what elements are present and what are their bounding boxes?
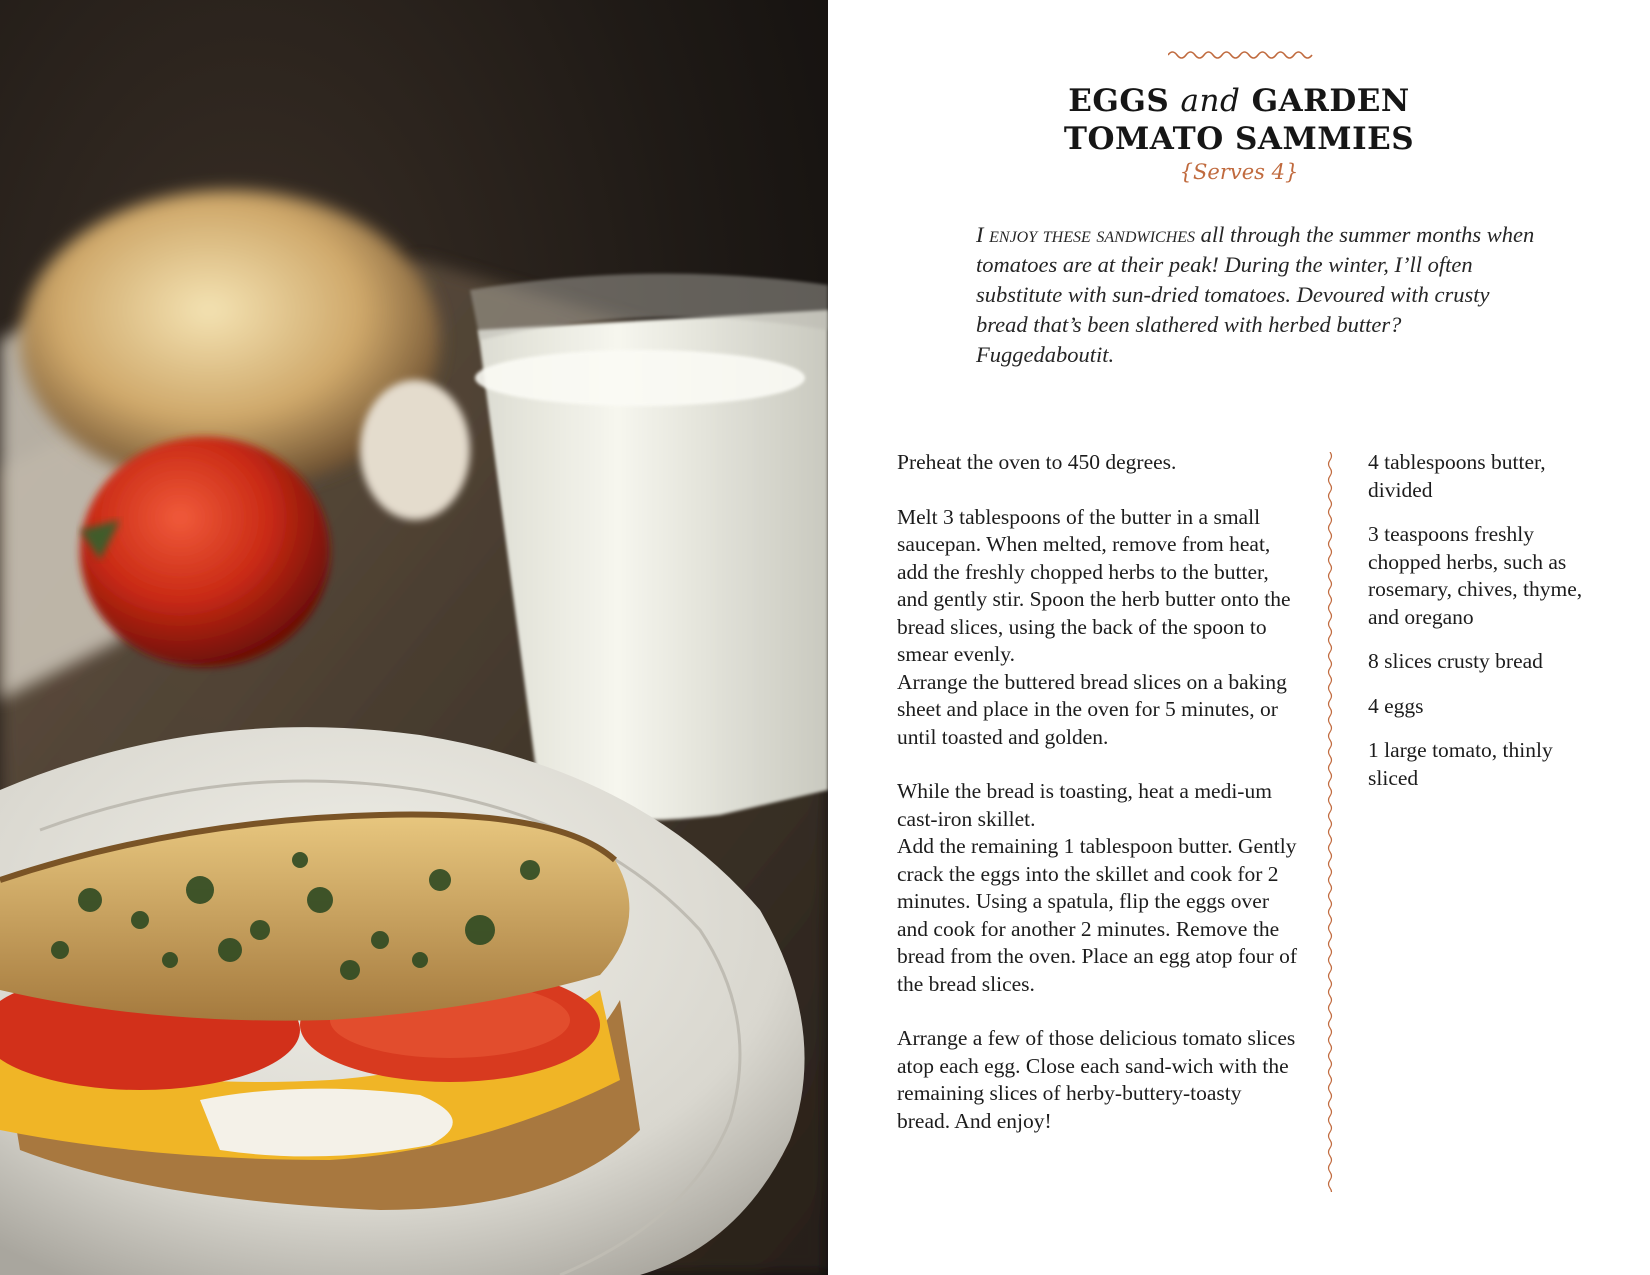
ingredient-item: 4 tablespoons butter, divided <box>1368 450 1546 502</box>
recipe-page <box>828 0 1650 1275</box>
wavy-divider <box>1325 452 1335 1192</box>
ingredient-item: 3 teaspoons freshly chopped herbs, such as rosemary, chives, thyme, and oregano <box>1368 522 1583 629</box>
recipe-title <box>828 82 1650 158</box>
step-6: Arrange a few of those delicious tomato slices atop each egg. Close each sand-wich with the remaining slices of herby-buttery-toasty bread. And enjoy! <box>897 1026 1296 1133</box>
step-5: Add the remaining 1 tablespoon butter. Gently crack the eggs into the skillet and cook for 2 minutes. Using a spatula, flip the eggs over and cook for another 2 minutes. Remove the bread from the oven. Place an egg atop four of the bread slices. <box>897 834 1297 996</box>
ingredient-item: 8 slices crusty bread <box>1368 649 1543 673</box>
ingredient-item: 1 large tomato, thinly sliced <box>1368 738 1553 790</box>
step-4: While the bread is toasting, heat a medi-um cast-iron skillet. <box>897 779 1272 831</box>
step-3: Arrange the buttered bread slices on a baking sheet and place in the oven for 5 minutes, or until toasted and golden. <box>897 669 1287 749</box>
intro-text: all through the summer months when tomatoes are at their peak! During the winter, I’ll often substitute with sun-dried tomatoes. Devoured with crusty bread that’s been slathered with herbed butter? Fuggedaboutit. <box>976 222 1535 367</box>
step-2: Melt 3 tablespoons of the butter in a small saucepan. When melted, remove from heat, add the freshly chopped herbs to the butter, and gently stir. Spoon the herb butter onto the bread slices, using the back of the spoon to smear evenly. <box>897 504 1291 666</box>
title-line2: TOMATO SAMMIES <box>1063 121 1415 157</box>
recipe-steps <box>897 449 1297 1135</box>
title-part1: EGGS <box>1068 83 1170 119</box>
step-1: Preheat the oven to 450 degrees. <box>897 450 1177 474</box>
ingredient-item: 4 eggs <box>1368 693 1424 718</box>
ingredients-list <box>1368 449 1608 809</box>
title-part2: GARDEN <box>1251 83 1410 119</box>
recipe-intro <box>976 220 1536 370</box>
intro-lead: I enjoy these sandwiches <box>976 222 1196 247</box>
wave-ornament <box>1168 48 1316 62</box>
title-and: and <box>1180 83 1241 119</box>
serves-note: {Serves 4} <box>1179 160 1299 184</box>
